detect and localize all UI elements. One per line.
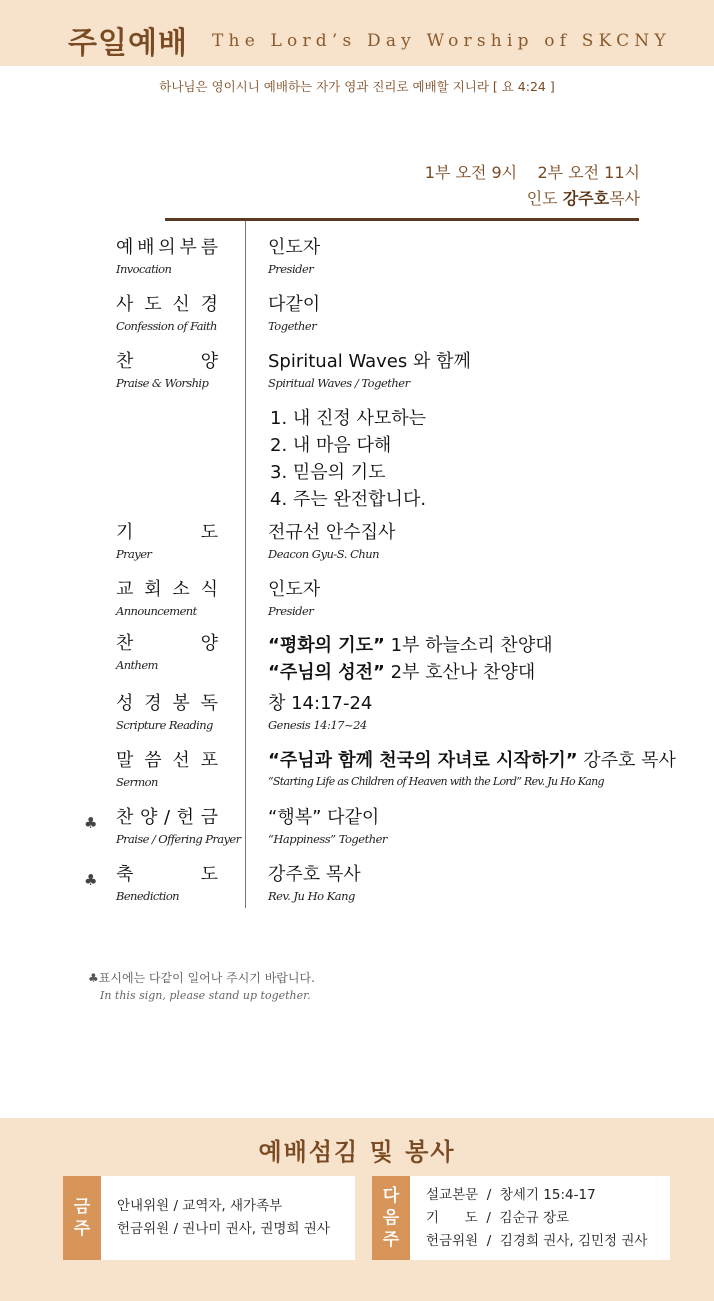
program-value	[268, 293, 320, 333]
label-char: 교	[116, 579, 134, 600]
duty-line: 헌금위원 / 권나미 권사, 권명희 권사	[117, 1221, 330, 1237]
leader-prefix: 인도	[526, 189, 558, 208]
program-label-ko	[116, 863, 218, 887]
label-char: 의	[158, 237, 176, 258]
program-label	[116, 578, 218, 618]
program-label-en: Benediction	[116, 889, 179, 903]
stand-icon: ♣	[84, 814, 98, 832]
program-value-sub: Spiritual Waves / Together	[268, 376, 410, 390]
label-char: 씀	[144, 750, 162, 771]
program-value-main: 창 14:17-24	[268, 693, 373, 714]
program-label	[116, 293, 218, 333]
scripture-verse: 하나님은 영이시니 예배하는 자가 영과 진리로 예배할 지니라 [ 요 4:24 ]	[159, 79, 555, 94]
sermon-title: “주님과 함께 천국의 자녀로 시작하기”	[268, 750, 578, 771]
program-label	[116, 749, 218, 789]
label-char: 양	[200, 351, 218, 372]
program-value-sub: Presider	[268, 262, 314, 276]
program-label-ko	[116, 521, 218, 545]
program-value-sub: “Happiness” Together	[268, 832, 387, 846]
label-char: 헌	[176, 807, 194, 828]
service-times	[425, 160, 640, 212]
label-char: 금	[200, 807, 218, 828]
next-week-lines	[426, 1176, 647, 1260]
program-value-sub: Together	[268, 319, 317, 333]
program-label-en: Sermon	[116, 775, 158, 789]
this-week-tag	[63, 1176, 101, 1260]
program-value-main: 다같이	[268, 294, 321, 315]
program-value-sub: Presider	[268, 604, 314, 618]
duty-line: 안내위원 / 교역자, 새가족부	[117, 1198, 283, 1214]
duty-line: 설교본문 / 창세기 15:4-17	[426, 1186, 596, 1203]
program-value	[268, 521, 395, 561]
label-char: 소	[172, 579, 190, 600]
label-char: 도	[144, 294, 162, 315]
program-value	[268, 236, 320, 276]
program-label-ko	[116, 350, 218, 374]
program-label-en: Announcement	[116, 604, 197, 618]
this-week-box	[63, 1176, 355, 1260]
next-week-tag	[372, 1176, 410, 1260]
sermon-details	[268, 749, 676, 788]
column-divider	[245, 221, 246, 908]
song-item: 3. 믿음의 기도	[270, 462, 386, 483]
program-label-ko	[116, 806, 218, 830]
label-char: 배	[137, 237, 155, 258]
program-label	[116, 236, 218, 276]
program-label-en: Scripture Reading	[116, 718, 213, 732]
program-value	[268, 578, 320, 618]
label-char: /	[163, 807, 171, 828]
program-value-sub: Rev. Ju Ho Kang	[268, 889, 355, 903]
program-value-main: 강주호 목사	[268, 864, 361, 885]
program-label-ko	[116, 692, 218, 716]
program-value-main: 전규선 안수집사	[268, 522, 396, 543]
program-value	[268, 863, 361, 903]
label-char: 포	[200, 750, 218, 771]
label-char: 찬	[116, 807, 134, 828]
anthem-line	[268, 632, 553, 659]
label-char: 신	[172, 294, 190, 315]
tag-char: 다	[382, 1186, 400, 1206]
program-label-ko	[116, 236, 218, 260]
program-value-sub: Genesis 14:17~24	[268, 718, 367, 732]
service-leader	[425, 186, 640, 212]
program-value-main: “행복” 다같이	[268, 807, 380, 828]
anthem-line	[268, 659, 553, 686]
label-char: 독	[200, 693, 218, 714]
leader-suffix: 목사	[609, 189, 640, 208]
label-char: 경	[200, 294, 218, 315]
label-char: 축	[116, 864, 134, 885]
program-value	[268, 350, 471, 390]
program-label-en: Anthem	[116, 658, 158, 672]
program-value-sub: Deacon Gyu-S. Chun	[268, 547, 380, 561]
program-label-ko	[116, 749, 218, 773]
page-title: 주일예배	[68, 26, 188, 61]
anthem-choir: 2부 호산나 찬양대	[384, 662, 536, 683]
program-value-main: 인도자	[268, 237, 321, 258]
service-footer	[0, 1118, 714, 1301]
sermon-title-en: “Starting Life as Children of Heaven with the Lord” Rev. Ju Ho Kang	[268, 775, 604, 788]
label-char: 찬	[116, 633, 134, 654]
song-list	[270, 405, 426, 513]
tag-char: 금	[73, 1197, 91, 1217]
program-label	[116, 806, 241, 846]
song-item: 2. 내 마음 다해	[270, 435, 392, 456]
program-label	[116, 350, 218, 390]
page-subtitle: The Lord’s Day Worship of SKCNY	[212, 31, 671, 51]
song-item: 1. 내 진정 사모하는	[270, 408, 427, 429]
label-char: 회	[144, 579, 162, 600]
program-label-en: Invocation	[116, 262, 172, 276]
label-char: 말	[116, 750, 134, 771]
label-char: 찬	[116, 351, 134, 372]
label-char: 성	[116, 693, 134, 714]
header-divider	[165, 218, 639, 221]
tag-char: 주	[382, 1230, 400, 1250]
label-char: 도	[200, 864, 218, 885]
label-char: 예	[116, 237, 134, 258]
label-char: 양	[139, 807, 158, 828]
service-schedule: 1부 오전 9시 2부 오전 11시	[424, 163, 640, 182]
tag-char: 음	[382, 1208, 400, 1228]
duty-line: 헌금위원 / 김경희 권사, 김민정 권사	[426, 1232, 648, 1249]
standing-note-en: In this sign, please stand up together.	[100, 989, 311, 1002]
label-char: 선	[172, 750, 190, 771]
program-value-main: 인도자	[268, 579, 321, 600]
program-value-main: Spiritual Waves 와 함께	[268, 351, 471, 372]
label-char: 경	[144, 693, 162, 714]
anthem-title: “평화의 기도”	[268, 635, 385, 656]
standing-note	[88, 969, 315, 1002]
program-label-en: Praise / Offering Prayer	[116, 832, 241, 846]
label-char: 봉	[172, 693, 190, 714]
label-char: 양	[200, 633, 218, 654]
stand-icon: ♣	[84, 871, 98, 889]
label-char: 도	[200, 522, 218, 543]
song-item: 4. 주는 완전합니다.	[270, 489, 427, 510]
program-label-ko	[116, 578, 218, 602]
anthem-choir: 1부 하늘소리 찬양대	[384, 635, 553, 656]
program-label	[116, 632, 218, 672]
footer-title: 예배섬김 및 봉사	[258, 1138, 456, 1166]
label-char: 름	[200, 237, 218, 258]
next-week-box	[372, 1176, 670, 1260]
program-value	[268, 806, 387, 846]
program-label-ko	[116, 632, 218, 656]
anthem-details	[268, 632, 553, 686]
label-char: 사	[116, 294, 134, 315]
program-label	[116, 521, 218, 561]
program-label-en: Confession of Faith	[116, 319, 217, 333]
duty-line: 기 도 / 김순규 장로	[426, 1209, 570, 1226]
program-label	[116, 863, 218, 903]
program-value	[268, 692, 372, 732]
program-label-ko	[116, 293, 218, 317]
label-char: 식	[200, 579, 218, 600]
tag-char: 주	[73, 1219, 91, 1239]
label-char: 기	[116, 522, 134, 543]
standing-note-ko: ♣표시에는 다같이 일어나 주시기 바랍니다.	[88, 971, 315, 985]
this-week-lines	[117, 1176, 330, 1260]
leader-name: 강주호	[562, 189, 610, 208]
label-char: 부	[179, 237, 197, 258]
program-label-en: Praise & Worship	[116, 376, 209, 390]
sermon-line	[268, 749, 676, 773]
program-label	[116, 692, 218, 732]
sermon-preacher: 강주호 목사	[577, 750, 676, 771]
header-band	[0, 0, 714, 66]
program-label-en: Prayer	[116, 547, 152, 561]
anthem-title: “주님의 성전”	[268, 662, 385, 683]
